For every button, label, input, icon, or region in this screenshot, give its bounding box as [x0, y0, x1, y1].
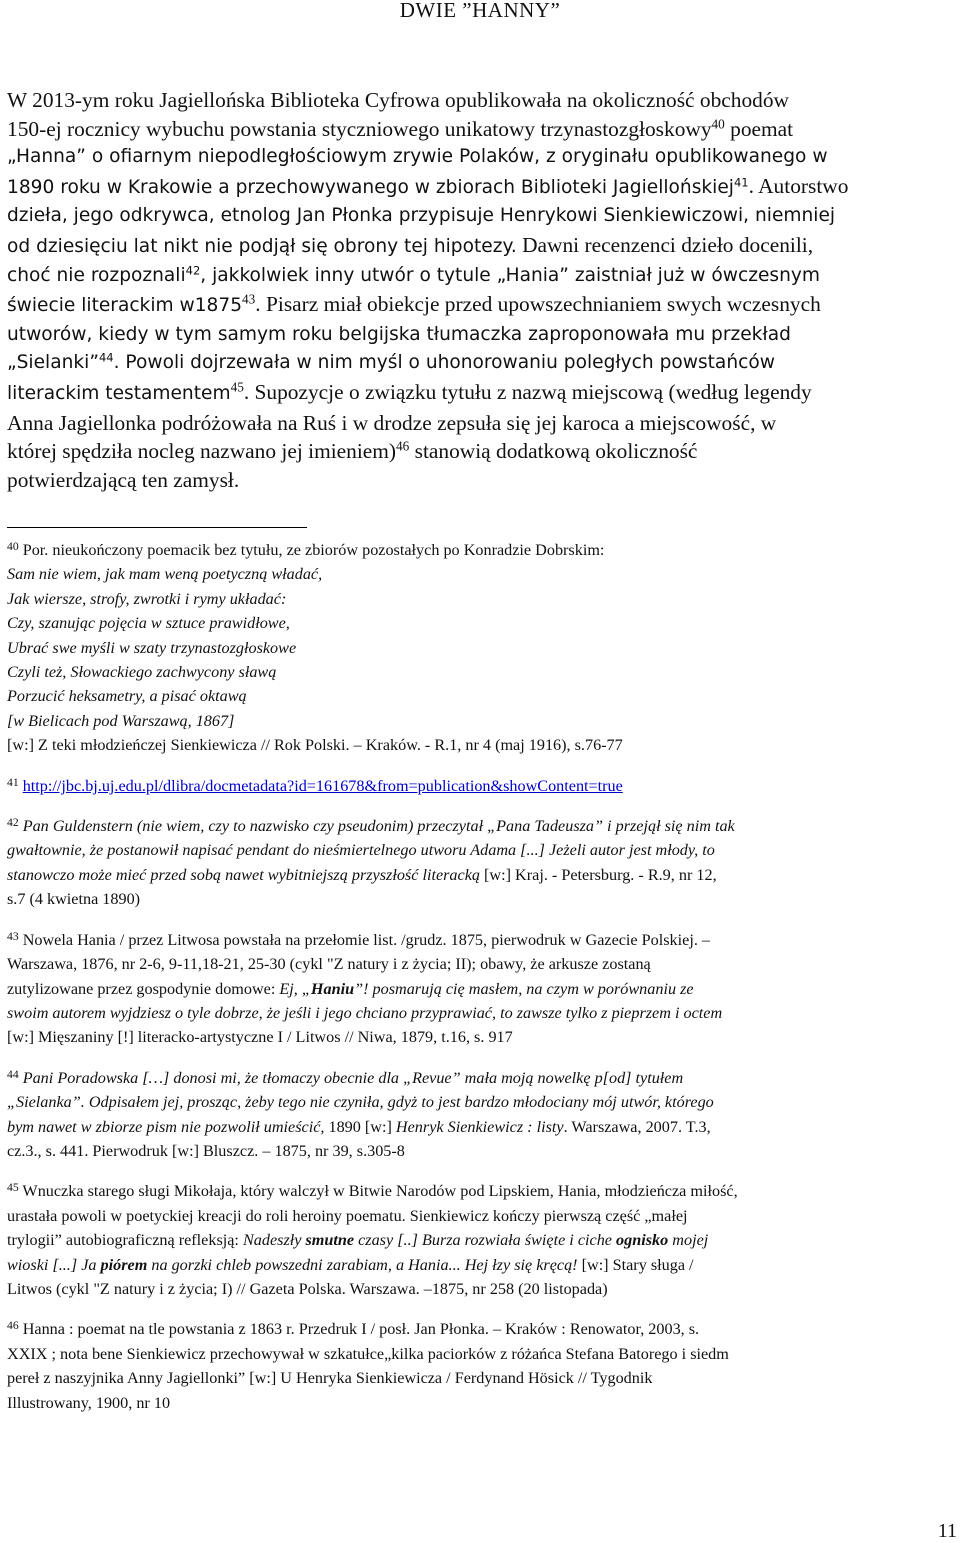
footnote-line [7, 977, 959, 1001]
footnote-line [7, 863, 959, 887]
footnote-separator [7, 527, 307, 528]
body-text: choć nie rozpoznali [7, 264, 186, 286]
footnote-line [7, 1228, 959, 1252]
body-line [7, 231, 957, 262]
verse-line: Czyli też, Słowackiego zachwycony sławą [7, 663, 277, 682]
footnote-text: Henryk Sienkiewicz : listy [395, 1117, 564, 1136]
footnote-line: XXIX ; nota bene Sienkiewicz przechowywał w szkatułce„kilka paciorków z różańca Stefana Batorego i siedm [7, 1344, 729, 1363]
footnote-text: zutylizowane przez gospodynie domowe: [7, 979, 280, 998]
verse-line: Sam nie wiem, jak mam weną poetyczną władać, [7, 565, 323, 584]
footnote-42 [7, 814, 959, 912]
footnote-line: swoim autorem wyjdziesz o tyle dobrze, że jeśli i jego chciano przyprawiać, to zawsze tylko z pieprzem i octem [7, 1003, 723, 1022]
footnote-ref-42[interactable]: 42 [185, 263, 201, 278]
body-text: W 2013-ym roku Jagiellońska Biblioteka Cyfrowa opublikowała na okoliczność obchodów [7, 88, 789, 112]
body-text: potwierdzającą ten zamysł. [7, 467, 240, 492]
body-line [7, 409, 957, 438]
footnote-line: Illustrowany, 1900, nr 10 [7, 1393, 171, 1412]
footnote-41 [7, 774, 959, 798]
body-text: Anna Jagiellonka podróżowała na Ruś i w drodze zepsuła się jej karoca a miejscowość, w [7, 410, 777, 435]
footnote-number: 42 [7, 815, 19, 829]
body-text: poemat [724, 116, 794, 141]
footnote-line: urastała powoli w poetyckiej kreacji do roli heroiny poematu. Sienkiewicz kończy pierwszą część „małej [7, 1206, 688, 1225]
footnote-line: s.7 (4 kwietna 1890) [7, 890, 141, 909]
footnote-46 [7, 1317, 959, 1415]
footnote-line: [w:] Mięszaniny [!] literacko-artystyczne I / Litwos // Niwa, 1879, t.16, s. 917 [7, 1028, 513, 1047]
footnote-text: trylogii” autobiograficzną refleksją: [7, 1231, 243, 1250]
body-text: 1890 roku w Krakowie a przechowywanego w zbiorach Biblioteki Jagiellońskiej [7, 176, 734, 198]
body-line [7, 349, 957, 378]
footnote-ref-41[interactable]: 41 [733, 175, 749, 190]
body-line [7, 290, 957, 321]
footnote-ref-46[interactable]: 46 [396, 438, 410, 454]
body-line [7, 86, 957, 115]
footnote-text: stanowczo może mieć przed sobą nawet wybitniejszą przyszłość literacką [7, 865, 480, 884]
verse-line: Porzucić heksametry, a pisać oktawą [7, 687, 247, 706]
footnote-44 [7, 1066, 959, 1164]
footnote-text: piórem [100, 1255, 148, 1274]
body-line [7, 378, 957, 409]
footnote-number: 45 [7, 1181, 19, 1195]
footnote-line: Warszawa, 1876, nr 2-6, 9-11,18-21, 25-30 (cykl "Z natury i z życia; II); obawy, że arkusze zostaną [7, 955, 651, 974]
main-paragraph [7, 86, 957, 494]
footnote-number: 41 [7, 775, 19, 789]
body-text: od dziesięciu lat nikt nie podjął się obrony tej hipotezy. [7, 235, 517, 257]
footnote-line: „Sielanka”. Odpisałem jej, prosząc, żeby tego nie czyniła, gdyż to jest bardzo młodociany mój utwór, którego [7, 1093, 714, 1112]
page-title: DWIE ”HANNY” [399, 0, 561, 22]
body-text: której spędziła nocleg nazwano jej imieniem) [7, 439, 397, 464]
footnote-line: pereł z naszyjnika Anny Jagiellonki” [w:] U Henryka Sienkiewicza / Ferdynand Hösick // Tygodnik [7, 1369, 653, 1388]
footnote-line [7, 774, 959, 798]
body-text: dzieła, jego odkrywca, etnolog Jan Płonka przypisuje Henrykowi Sienkiewiczowi, niemniej [7, 205, 836, 227]
footnote-text: smutne [305, 1231, 355, 1250]
footnote-line [7, 1253, 959, 1277]
body-line [7, 466, 957, 495]
body-text: . Autorstwo [748, 173, 849, 198]
footnote-text: wioski [...] Ja [7, 1255, 101, 1274]
source-link[interactable]: http://jbc.bj.uj.edu.pl/dlibra/docmetadata?id=161678&from=publication&showContent=true [22, 776, 623, 795]
footnote-line: gwałtownie, że postanowił napisać pendant do nieśmiertelnego utworu Adama [...] Jeżeli autor jest młody, to [7, 841, 715, 860]
footnote-line: cz.3., s. 441. Pierwodruk [w:] Bluszcz. – 1875, nr 39, s.305-8 [7, 1141, 405, 1160]
footnote-text: [w:] Kraj. - Petersburg. - R.9, nr 12, [480, 865, 717, 884]
body-text: stanowią dodatkową okoliczność [409, 439, 698, 464]
footnote-text: na gorzki chleb powszedni zarabiam, a Hania... Hej łzy się kręcą! [147, 1255, 578, 1274]
verse-line: [w Bielicach pod Warszawą, 1867] [7, 711, 235, 730]
body-text: „Sielanki” [7, 352, 99, 374]
body-line [7, 262, 957, 291]
page-number: 11 [937, 1520, 957, 1542]
body-text: 150-ej rocznicy wybuchu powstania styczniowego unikatowy trzynastozgłoskowy [7, 116, 712, 141]
footnote-text: Pani Poradowska […] donosi mi, że tłomaczy obecnie dla „Revue” mała moją nowelkę p[od] tytułem [18, 1068, 684, 1087]
body-text: utworów, kiedy w tym samym roku belgijska tłumaczka zaproponowała mu przekład [7, 323, 791, 345]
footnote-text: ”! posmarują cię masłem, na czym w porównaniu ze [354, 979, 694, 998]
footnote-text: Haniu [310, 979, 355, 998]
footnote-text: mojej [668, 1231, 709, 1250]
footnote-line [7, 1179, 959, 1203]
footnote-text: bym nawet w zbiorze pism nie pozwolił umieścić, [7, 1117, 325, 1136]
body-text: „Hanna” o ofiarnym niepodległościowym zrywie Polaków, z oryginału opublikowanego w [7, 146, 828, 168]
verse-line: Jak wiersze, strofy, zwrotki i rymy układać: [7, 589, 287, 608]
body-line [7, 143, 957, 172]
footnote-text: Ej, „ [279, 979, 311, 998]
body-text: Pisarz miał obiekcje przed upowszechnianiem swych wczesnych [260, 292, 821, 317]
footnote-text: Nadeszły [242, 1231, 306, 1250]
body-line [7, 437, 957, 466]
body-text: , jakkolwiek inny utwór o tytule „Hania” zaistniał już w ówczesnym [200, 264, 821, 286]
body-text: Dawni recenzenci dzieło docenili, [516, 232, 814, 257]
footnote-number: 43 [7, 929, 19, 943]
body-line [7, 115, 957, 144]
footnote-line: Litwos (cykl "Z natury i z życia; I) // Gazeta Polska. Warszawa. –1875, nr 258 (20 listopada) [7, 1279, 608, 1298]
footnote-number: 40 [7, 539, 19, 553]
footnote-text: . Warszawa, 2007. T.3, [563, 1117, 711, 1136]
footnote-number: 44 [7, 1067, 19, 1081]
body-line [7, 172, 957, 203]
footnote-line [7, 1115, 959, 1139]
footnote-line [7, 1066, 959, 1090]
verse-line: Czy, szanując pojęcia w sztuce prawidłowe, [7, 614, 290, 633]
footnote-40 [7, 538, 959, 758]
footnote-ref-43[interactable]: 43 [242, 291, 256, 307]
footnote-45 [7, 1179, 959, 1301]
footnote-text: Nowela Hania / przez Litwosa powstała na przełomie list. /grudz. 1875, pierwodruk w Gazecie Polskiej. – [18, 930, 711, 949]
footnote-text: Hanna : poemat na tle powstania z 1863 r. Przedruk I / posł. Jan Płonka. – Kraków : Renowator, 2003, s. [18, 1320, 700, 1339]
footnote-number: 46 [7, 1319, 19, 1333]
body-text: . Powoli dojrzewała w nim myśl o uhonorowaniu poległych powstańców [113, 352, 775, 374]
footnote-text: Wnuczka starego sługi Mikołaja, który walczył w Bitwie Narodów pod Lipskiem, Hania, młodzieńcza miłość, [18, 1182, 738, 1201]
footnote-ref-40[interactable]: 40 [711, 116, 725, 132]
verse-line: Ubrać swe myśli w szaty trzynastozgłoskowe [7, 638, 297, 657]
footnote-source: [w:] Z teki młodzieńczej Sienkiewicza // Rok Polski. – Kraków. - R.1, nr 4 (maj 1916), s.76-77 [7, 736, 623, 755]
body-line [7, 321, 957, 350]
footnote-43 [7, 928, 959, 1050]
body-line [7, 202, 957, 231]
body-text: literackim testamentem [7, 382, 231, 404]
footnote-line [7, 538, 959, 562]
footnotes [7, 538, 959, 1431]
footnote-text: ognisko [616, 1231, 669, 1250]
footnote-line [7, 1317, 959, 1341]
body-text: . [255, 292, 261, 317]
footnote-line [7, 814, 959, 838]
footnote-text: Por. nieukończony poemacik bez tytułu, ze zbiorów pozostałych po Konradzie Dobrskim: [18, 541, 605, 559]
footnote-text: Pan Guldenstern (nie wiem, czy to nazwisko czy pseudonim) przeczytał „Pana Tadeusza” i przejął się nim tak [18, 817, 735, 836]
footnote-text: czasy [..] Burza rozwiała święte i ciche [354, 1231, 617, 1250]
body-text: . Supozycje o związku tytułu z nazwą miejscową (według legendy [243, 379, 812, 404]
footnote-line [7, 928, 959, 952]
body-text: świecie literackim w1875 [7, 295, 243, 317]
footnote-ref-44[interactable]: 44 [98, 351, 114, 366]
footnote-text: 1890 [w:] [324, 1117, 396, 1136]
footnote-text: [w:] Stary sługa / [577, 1255, 694, 1274]
footnote-ref-45[interactable]: 45 [230, 379, 244, 395]
